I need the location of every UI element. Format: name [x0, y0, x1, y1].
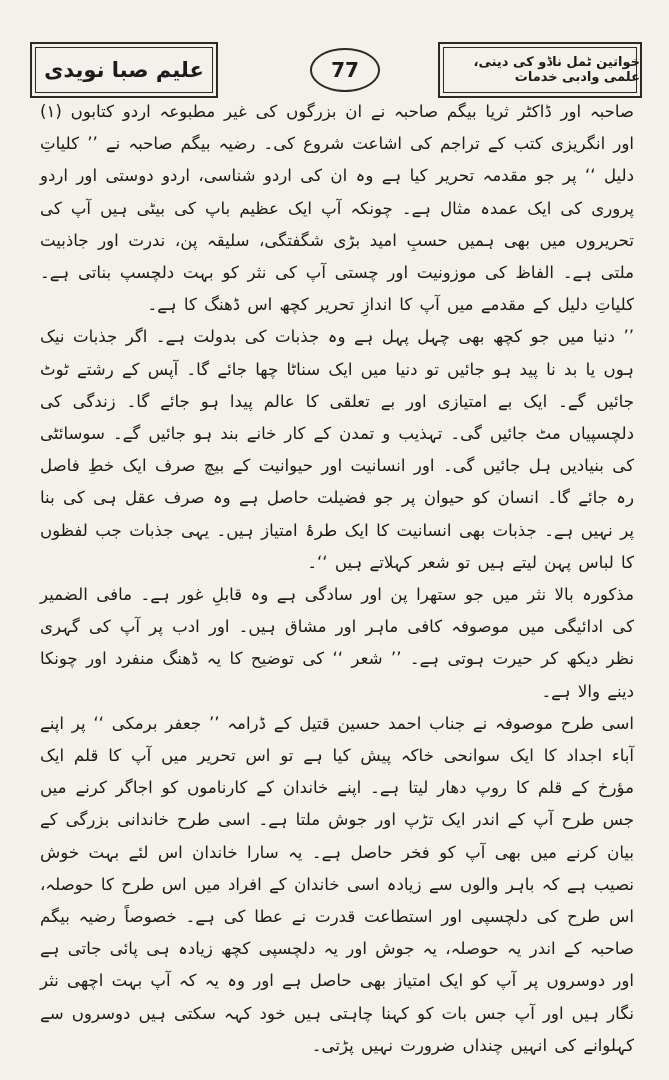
paragraph: صاحبہ اور ڈاکٹر ثریا بیگم صاحبہ نے ان بزرگوں کی غیر مطبوعہ اردو کتابوں (۱) اور انگریزی کتب کے تراجم کی اشاعت شروع کی۔ رضیہ بیگم صاحبہ نے ’’ کلیاتِ دلیل ‘‘ پر جو مقدمہ تحریر کیا ہے وہ ان کی اردو شناسی، اردو دوستی اور اردو پروری کی ایک عمدہ مثال ہے۔ چونکہ آپ ایک عظیم باپ کی بیٹی ہیں آپ کی تحریروں میں بھی ہمیں حسبِ امید بڑی شگفتگی، سلیقہ پن، ندرت اور جاذبیت ملتی ہے۔ الفاظ کی موزونیت اور چستی آپ کی نثر کو بہت دلچسپ بناتی ہے۔ کلیاتِ دلیل کے مقدمے میں آپ کا اندازِ تحریر کچھ اس ڈھنگ کا ہے۔ — [40, 102, 634, 315]
page-number: 77 — [310, 48, 380, 92]
paragraph: مذکورہ بالا نثر میں جو ستھرا پن اور سادگی ہے وہ قابلِ غور ہے۔ مافی الضمیر کی ادائیگی میں موصوفہ کافی ماہر اور مشاق ہیں۔ اور ادب پر آپ کی گہری نظر دیکھ کر حیرت ہوتی ہے۔ ’’ شعر ‘‘ کی توضیح کا یہ ڈھنگ منفرد اور چونکا دینے والا ہے۔ — [40, 585, 634, 701]
quote-paragraph: ’’ دنیا میں جو کچھ بھی چہل پہل ہے وہ جذبات کی بدولت ہے۔ اگر جذبات نیک ہوں یا بد نا پید ہو جائیں تو دنیا میں ایک سناٹا چھا جائے گا۔ آپس کے رشتے ٹوٹ جائیں گے۔ ایک بے امتیازی اور بے تعلقی کا عالم پیدا ہو جائے گا۔ زندگی کی دلچسپیاں مٹ جائیں گی۔ تہذیب و تمدن کے کار خانے بند ہو جائیں گے۔ سوسائٹی کی بنیادیں ہل جائیں گی۔ اور انسانیت اور حیوانیت کے بیچ صرف ایک خطِ فاصل رہ جائے گا۔ انسان کو حیوان پر جو فضیلت حاصل ہے وہ صرف عقل ہی کی بنا پر نہیں ہے۔ جذبات بھی انسانیت کا ایک طرۂ امتیاز ہیں۔ یہی جذبات جب لفظوں کا لباس پہن لیتے ہیں تو شعر کہلاتے ہیں ‘‘۔ — [40, 327, 634, 572]
page-body — [40, 96, 634, 1062]
author-name-box: علیم صبا نویدی — [30, 42, 218, 98]
paragraph: اسی طرح موصوفہ نے جناب احمد حسین قتیل کے ڈرامہ ’’ جعفر برمکی ‘‘ پر اپنے آباء اجداد کا ایک سوانحی خاکہ پیش کیا ہے تو اس تحریر میں آپ کا قلم ایک مؤرخ کے قلم کا روپ دھار لیتا ہے۔ اپنے خاندان کے کارناموں کو اجاگر کرنے میں جس طرح آپ کے اندر ایک تڑپ اور جوش ملتا ہے۔ اسی طرح خاندانی بزرگی کے بیان کرنے میں بھی آپ کو فخر حاصل ہے۔ یہ سارا خاندان اس لئے بہت خوش نصیب ہے کہ باہر والوں سے زیادہ اسی خاندان کے افراد میں اس طرح کا حوصلہ، اس طرح کی دلچسپی اور استطاعت قدرت نے عطا کی ہے۔ خصوصاً رضیہ بیگم صاحبہ کے اندر یہ حوصلہ، یہ جوش اور یہ دلچسپی کچھ زیادہ ہی پائی جاتی ہے اور دوسروں پر آپ کو ایک امتیاز بھی حاصل ہے اور وہ یہ کہ آپ بہت اچھی نثر نگار ہیں اور آپ جس بات کو کہنا چاہتی ہیں خود کہہ سکتی ہیں دوسروں سے کہلوانے کی انہیں چنداں ضرورت نہیں پڑتی۔ — [40, 713, 634, 1055]
book-title-box: خواتین ٹمل ناڈو کی دینی، علمی وادبی خدمات — [438, 42, 642, 98]
